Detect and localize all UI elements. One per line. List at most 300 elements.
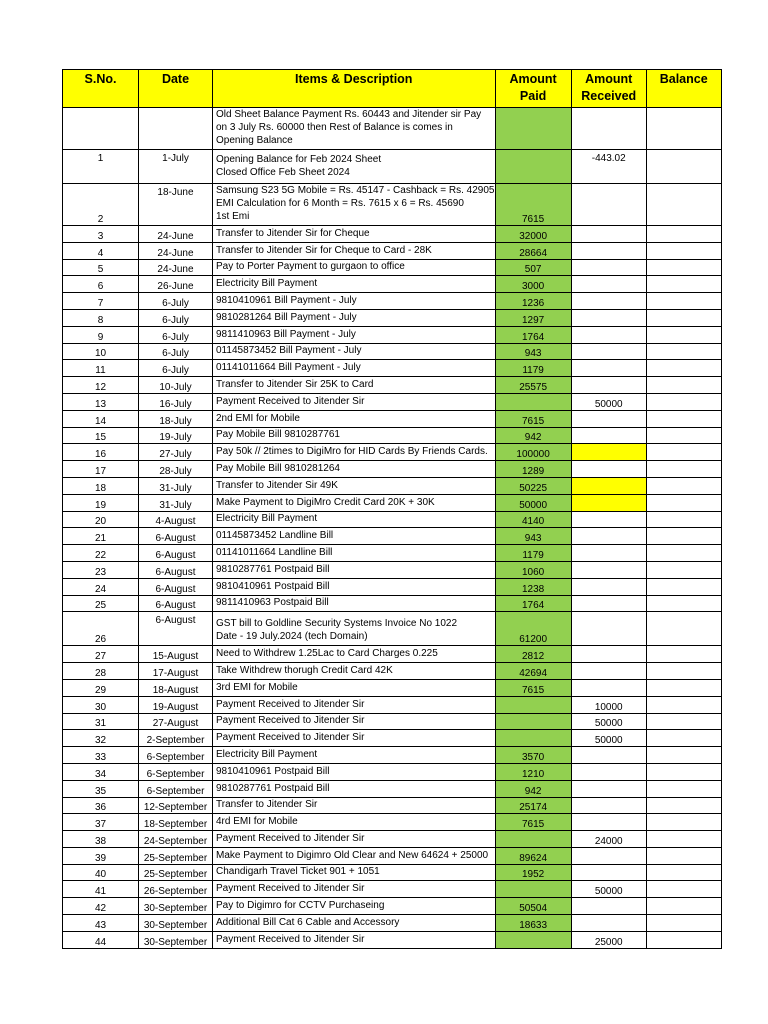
cell-amount-received <box>571 561 646 578</box>
cell-sno: 43 <box>63 915 139 932</box>
cell-amount-received <box>571 494 646 511</box>
cell-sno: 35 <box>63 780 139 797</box>
header-sno: S.No. <box>63 70 139 108</box>
description-line: Transfer to Jitender Sir 25K to Card <box>216 378 374 390</box>
cell-balance <box>646 477 721 494</box>
cell-sno: 19 <box>63 494 139 511</box>
cell-balance <box>646 360 721 377</box>
table-row <box>63 881 722 898</box>
header-balance: Balance <box>646 70 721 108</box>
cell-sno: 7 <box>63 293 139 310</box>
cell-amount-paid: 1179 <box>495 545 571 562</box>
table-row <box>63 545 722 562</box>
cell-description <box>213 898 496 915</box>
cell-amount-paid: 28664 <box>495 242 571 259</box>
cell-sno: 36 <box>63 797 139 814</box>
cell-balance <box>646 427 721 444</box>
cell-balance <box>646 393 721 410</box>
cell-amount-received <box>571 461 646 478</box>
table-row <box>63 377 722 394</box>
cell-sno <box>63 108 139 150</box>
description-line: Transfer to Jitender Sir <box>216 799 318 811</box>
cell-amount-paid <box>495 831 571 848</box>
cell-sno: 32 <box>63 730 139 747</box>
description-line: GST bill to Goldline Security Systems Invoice No 1022 <box>216 618 458 630</box>
cell-sno: 6 <box>63 276 139 293</box>
description-line: 9810281264 Bill Payment - July <box>216 311 357 323</box>
cell-amount-paid <box>495 108 571 150</box>
cell-amount-paid: 1952 <box>495 864 571 881</box>
cell-amount-received <box>571 444 646 461</box>
cell-date: 19-July <box>139 427 213 444</box>
table-row <box>63 444 722 461</box>
cell-amount-received <box>571 595 646 612</box>
cell-description <box>213 276 496 293</box>
description-line: 2nd EMI for Mobile <box>216 412 300 424</box>
description-line: Chandigarh Travel Ticket 901 + 1051 <box>216 866 380 878</box>
cell-balance <box>646 528 721 545</box>
table-row <box>63 747 722 764</box>
cell-date: 25-September <box>139 864 213 881</box>
header-description: Items & Description <box>213 70 496 108</box>
cell-description <box>213 343 496 360</box>
cell-amount-received <box>571 360 646 377</box>
cell-amount-received <box>571 326 646 343</box>
cell-amount-paid: 1297 <box>495 309 571 326</box>
table-row <box>63 831 722 848</box>
cell-amount-received <box>571 226 646 243</box>
table-row <box>63 242 722 259</box>
cell-date: 31-July <box>139 494 213 511</box>
cell-date: 19-August <box>139 696 213 713</box>
cell-balance <box>646 494 721 511</box>
table-row <box>63 511 722 528</box>
cell-description <box>213 427 496 444</box>
cell-sno: 23 <box>63 561 139 578</box>
cell-date: 25-September <box>139 847 213 864</box>
cell-date: 6-August <box>139 545 213 562</box>
description-line: Pay Mobile Bill 9810287761 <box>216 429 340 441</box>
table-row <box>63 898 722 915</box>
cell-date: 6-August <box>139 612 213 646</box>
cell-amount-received <box>571 511 646 528</box>
description-line: Pay to Porter Payment to gurgaon to office <box>216 261 405 273</box>
cell-amount-paid: 89624 <box>495 847 571 864</box>
cell-sno: 11 <box>63 360 139 377</box>
cell-amount-paid: 1764 <box>495 595 571 612</box>
cell-amount-received <box>571 259 646 276</box>
table-row <box>63 276 722 293</box>
cell-sno: 2 <box>63 184 139 226</box>
description-line: Payment Received to Jitender Sir <box>216 832 365 844</box>
cell-sno: 42 <box>63 898 139 915</box>
cell-date: 6-August <box>139 528 213 545</box>
cell-amount-received <box>571 663 646 680</box>
cell-balance <box>646 797 721 814</box>
description-line: Payment Received to Jitender Sir <box>216 698 365 710</box>
cell-amount-paid: 18633 <box>495 915 571 932</box>
cell-amount-received <box>571 477 646 494</box>
cell-sno: 25 <box>63 595 139 612</box>
cell-balance <box>646 578 721 595</box>
cell-amount-paid <box>495 696 571 713</box>
cell-description <box>213 595 496 612</box>
cell-balance <box>646 276 721 293</box>
cell-balance <box>646 561 721 578</box>
cell-date: 18-June <box>139 184 213 226</box>
cell-description <box>213 763 496 780</box>
cell-amount-paid: 1238 <box>495 578 571 595</box>
cell-balance <box>646 696 721 713</box>
cell-amount-received <box>571 108 646 150</box>
header-amount-received: Amount Received <box>571 70 646 108</box>
cell-description <box>213 293 496 310</box>
cell-balance <box>646 150 721 184</box>
table-row <box>63 184 722 226</box>
cell-sno: 4 <box>63 242 139 259</box>
cell-amount-paid: 61200 <box>495 612 571 646</box>
cell-amount-paid: 943 <box>495 343 571 360</box>
table-row <box>63 814 722 831</box>
description-line: Payment Received to Jitender Sir <box>216 933 365 945</box>
cell-amount-received <box>571 780 646 797</box>
cell-description <box>213 150 496 184</box>
cell-amount-paid: 942 <box>495 427 571 444</box>
table-row <box>63 494 722 511</box>
cell-sno: 18 <box>63 477 139 494</box>
cell-description <box>213 864 496 881</box>
description-line: Payment Received to Jitender Sir <box>216 715 365 727</box>
cell-balance <box>646 108 721 150</box>
cell-description <box>213 578 496 595</box>
cell-description <box>213 444 496 461</box>
cell-balance <box>646 730 721 747</box>
cell-sno: 9 <box>63 326 139 343</box>
cell-amount-received: 50000 <box>571 713 646 730</box>
table-body <box>63 108 722 949</box>
cell-amount-paid: 25575 <box>495 377 571 394</box>
cell-description <box>213 309 496 326</box>
cell-balance <box>646 864 721 881</box>
description-line: 01145873452 Landline Bill <box>216 530 334 542</box>
table-row <box>63 477 722 494</box>
cell-description <box>213 226 496 243</box>
cell-description <box>213 730 496 747</box>
cell-sno: 5 <box>63 259 139 276</box>
cell-balance <box>646 847 721 864</box>
cell-description <box>213 561 496 578</box>
table-row <box>63 763 722 780</box>
cell-description <box>213 494 496 511</box>
description-line: 9810287761 Postpaid Bill <box>216 782 330 794</box>
cell-date: 1-July <box>139 150 213 184</box>
cell-amount-received <box>571 184 646 226</box>
cell-description <box>213 797 496 814</box>
description-line: 9811410963 Postpaid Bill <box>216 597 329 609</box>
cell-balance <box>646 831 721 848</box>
cell-amount-received <box>571 679 646 696</box>
cell-date: 6-September <box>139 747 213 764</box>
cell-description <box>213 528 496 545</box>
cell-sno: 41 <box>63 881 139 898</box>
cell-date: 26-September <box>139 881 213 898</box>
cell-description <box>213 242 496 259</box>
cell-amount-received <box>571 578 646 595</box>
description-line: Samsung S23 5G Mobile = Rs. 45147 - Cashback = Rs. 42905 <box>216 185 495 196</box>
table-row <box>63 847 722 864</box>
cell-description <box>213 915 496 932</box>
cell-sno: 16 <box>63 444 139 461</box>
cell-amount-received <box>571 377 646 394</box>
cell-balance <box>646 511 721 528</box>
cell-balance <box>646 763 721 780</box>
table-row <box>63 461 722 478</box>
description-line: Pay to Digimro for CCTV Purchaseing <box>216 900 385 912</box>
description-line: Additional Bill Cat 6 Cable and Accessory <box>216 916 400 928</box>
cell-amount-paid: 7615 <box>495 410 571 427</box>
table-row <box>63 595 722 612</box>
cell-description <box>213 461 496 478</box>
cell-amount-paid: 942 <box>495 780 571 797</box>
description-line: Transfer to Jitender Sir 49K <box>216 479 338 491</box>
cell-balance <box>646 184 721 226</box>
cell-amount-paid: 1210 <box>495 763 571 780</box>
cell-date: 24-September <box>139 831 213 848</box>
cell-sno: 20 <box>63 511 139 528</box>
cell-amount-paid: 7615 <box>495 679 571 696</box>
cell-amount-paid: 50504 <box>495 898 571 915</box>
description-line: on 3 July Rs. 60000 then Rest of Balance is comes in <box>216 122 453 133</box>
description-line: Transfer to Jitender Sir for Cheque to Card - 28K <box>216 244 432 256</box>
cell-amount-received: 10000 <box>571 696 646 713</box>
description-line: 01141011664 Bill Payment - July <box>216 362 361 374</box>
cell-date: 24-June <box>139 242 213 259</box>
cell-description <box>213 831 496 848</box>
description-line: Payment Received to Jitender Sir <box>216 732 365 744</box>
cell-balance <box>646 410 721 427</box>
cell-date: 16-July <box>139 393 213 410</box>
cell-sno: 40 <box>63 864 139 881</box>
cell-date: 17-August <box>139 663 213 680</box>
cell-sno: 28 <box>63 663 139 680</box>
cell-balance <box>646 898 721 915</box>
table-row <box>63 646 722 663</box>
description-line: Closed Office Feb Sheet 2024 <box>216 167 350 178</box>
cell-balance <box>646 931 721 948</box>
cell-date: 27-July <box>139 444 213 461</box>
expense-sheet-table <box>62 69 722 949</box>
cell-amount-received <box>571 797 646 814</box>
cell-date: 6-September <box>139 780 213 797</box>
cell-sno: 44 <box>63 931 139 948</box>
cell-date: 18-August <box>139 679 213 696</box>
cell-sno: 3 <box>63 226 139 243</box>
cell-amount-paid: 7615 <box>495 814 571 831</box>
cell-amount-paid: 25174 <box>495 797 571 814</box>
cell-description <box>213 646 496 663</box>
table-row <box>63 293 722 310</box>
table-row <box>63 797 722 814</box>
cell-sno: 33 <box>63 747 139 764</box>
description-line: Old Sheet Balance Payment Rs. 60443 and Jitender sir Pay <box>216 109 482 120</box>
table-row <box>63 578 722 595</box>
cell-sno: 8 <box>63 309 139 326</box>
cell-sno: 30 <box>63 696 139 713</box>
header-amount-paid: Amount Paid <box>495 70 571 108</box>
cell-sno: 37 <box>63 814 139 831</box>
cell-amount-paid: 42694 <box>495 663 571 680</box>
description-line: 4rd EMI for Mobile <box>216 816 298 828</box>
table-row <box>63 150 722 184</box>
table-row <box>63 108 722 150</box>
cell-date: 6-September <box>139 763 213 780</box>
cell-date: 18-September <box>139 814 213 831</box>
cell-balance <box>646 747 721 764</box>
cell-amount-received <box>571 242 646 259</box>
table-row <box>63 915 722 932</box>
cell-balance <box>646 646 721 663</box>
cell-sno: 31 <box>63 713 139 730</box>
cell-date: 4-August <box>139 511 213 528</box>
cell-date <box>139 108 213 150</box>
cell-description <box>213 108 496 150</box>
cell-balance <box>646 309 721 326</box>
cell-balance <box>646 461 721 478</box>
table-row <box>63 612 722 646</box>
cell-amount-received <box>571 915 646 932</box>
table-row <box>63 343 722 360</box>
cell-description <box>213 713 496 730</box>
description-line: Opening Balance for Feb 2024 Sheet <box>216 154 382 165</box>
cell-balance <box>646 377 721 394</box>
cell-balance <box>646 612 721 646</box>
cell-date: 30-September <box>139 931 213 948</box>
cell-amount-received: 24000 <box>571 831 646 848</box>
cell-date: 6-July <box>139 343 213 360</box>
table-row <box>63 780 722 797</box>
cell-sno: 1 <box>63 150 139 184</box>
cell-amount-paid: 1764 <box>495 326 571 343</box>
cell-amount-paid: 100000 <box>495 444 571 461</box>
cell-description <box>213 696 496 713</box>
cell-amount-paid: 1060 <box>495 561 571 578</box>
cell-amount-received: 50000 <box>571 881 646 898</box>
cell-balance <box>646 444 721 461</box>
description-line: Need to Withdrew 1.25Lac to Card Charges 0.225 <box>216 648 438 660</box>
cell-description <box>213 377 496 394</box>
cell-amount-received <box>571 545 646 562</box>
cell-sno: 17 <box>63 461 139 478</box>
cell-description <box>213 679 496 696</box>
cell-date: 6-August <box>139 578 213 595</box>
description-line: Electricity Bill Payment <box>216 513 318 525</box>
cell-balance <box>646 713 721 730</box>
cell-amount-received <box>571 814 646 831</box>
description-line: Opening Balance <box>216 135 293 146</box>
cell-description <box>213 326 496 343</box>
cell-sno: 14 <box>63 410 139 427</box>
cell-amount-received <box>571 293 646 310</box>
cell-date: 26-June <box>139 276 213 293</box>
cell-date: 31-July <box>139 477 213 494</box>
cell-amount-received <box>571 612 646 646</box>
cell-sno: 22 <box>63 545 139 562</box>
cell-amount-received <box>571 410 646 427</box>
cell-description <box>213 511 496 528</box>
header-date: Date <box>139 70 213 108</box>
cell-date: 6-July <box>139 309 213 326</box>
cell-description <box>213 814 496 831</box>
description-line: Electricity Bill Payment <box>216 278 318 290</box>
table-row <box>63 326 722 343</box>
cell-sno: 21 <box>63 528 139 545</box>
description-line: Pay 50k // 2times to DigiMro for HID Cards By Friends Cards. <box>216 446 488 458</box>
cell-description <box>213 881 496 898</box>
cell-sno: 24 <box>63 578 139 595</box>
cell-balance <box>646 545 721 562</box>
cell-balance <box>646 242 721 259</box>
cell-description <box>213 612 496 646</box>
description-line: Take Withdrew thorugh Credit Card 42K <box>216 664 393 676</box>
cell-date: 15-August <box>139 646 213 663</box>
table-row <box>63 931 722 948</box>
cell-sno: 12 <box>63 377 139 394</box>
cell-amount-received <box>571 763 646 780</box>
cell-description <box>213 184 496 226</box>
cell-date: 6-August <box>139 561 213 578</box>
cell-description <box>213 360 496 377</box>
description-line: 3rd EMI for Mobile <box>216 681 298 693</box>
table-row <box>63 410 722 427</box>
table-row <box>63 730 722 747</box>
cell-amount-received <box>571 847 646 864</box>
cell-description <box>213 259 496 276</box>
cell-amount-paid: 1179 <box>495 360 571 377</box>
cell-amount-paid: 3000 <box>495 276 571 293</box>
cell-date: 6-July <box>139 360 213 377</box>
cell-balance <box>646 679 721 696</box>
cell-amount-received <box>571 528 646 545</box>
cell-amount-received <box>571 276 646 293</box>
table-row <box>63 309 722 326</box>
cell-balance <box>646 326 721 343</box>
cell-sno: 29 <box>63 679 139 696</box>
cell-amount-paid <box>495 393 571 410</box>
table-row <box>63 528 722 545</box>
cell-balance <box>646 814 721 831</box>
cell-amount-paid <box>495 881 571 898</box>
table-row <box>63 393 722 410</box>
cell-sno: 10 <box>63 343 139 360</box>
cell-amount-paid: 1236 <box>495 293 571 310</box>
cell-date: 24-June <box>139 259 213 276</box>
table-row <box>63 696 722 713</box>
cell-date: 6-August <box>139 595 213 612</box>
cell-amount-paid: 32000 <box>495 226 571 243</box>
cell-date: 18-July <box>139 410 213 427</box>
cell-amount-paid: 50225 <box>495 477 571 494</box>
cell-amount-received <box>571 309 646 326</box>
description-line: 01141011664 Landline Bill <box>216 546 333 558</box>
cell-amount-paid: 4140 <box>495 511 571 528</box>
cell-date: 2-September <box>139 730 213 747</box>
cell-balance <box>646 663 721 680</box>
cell-date: 30-September <box>139 915 213 932</box>
cell-balance <box>646 595 721 612</box>
cell-description <box>213 477 496 494</box>
description-line: 01145873452 Bill Payment - July <box>216 345 362 357</box>
cell-sno: 15 <box>63 427 139 444</box>
